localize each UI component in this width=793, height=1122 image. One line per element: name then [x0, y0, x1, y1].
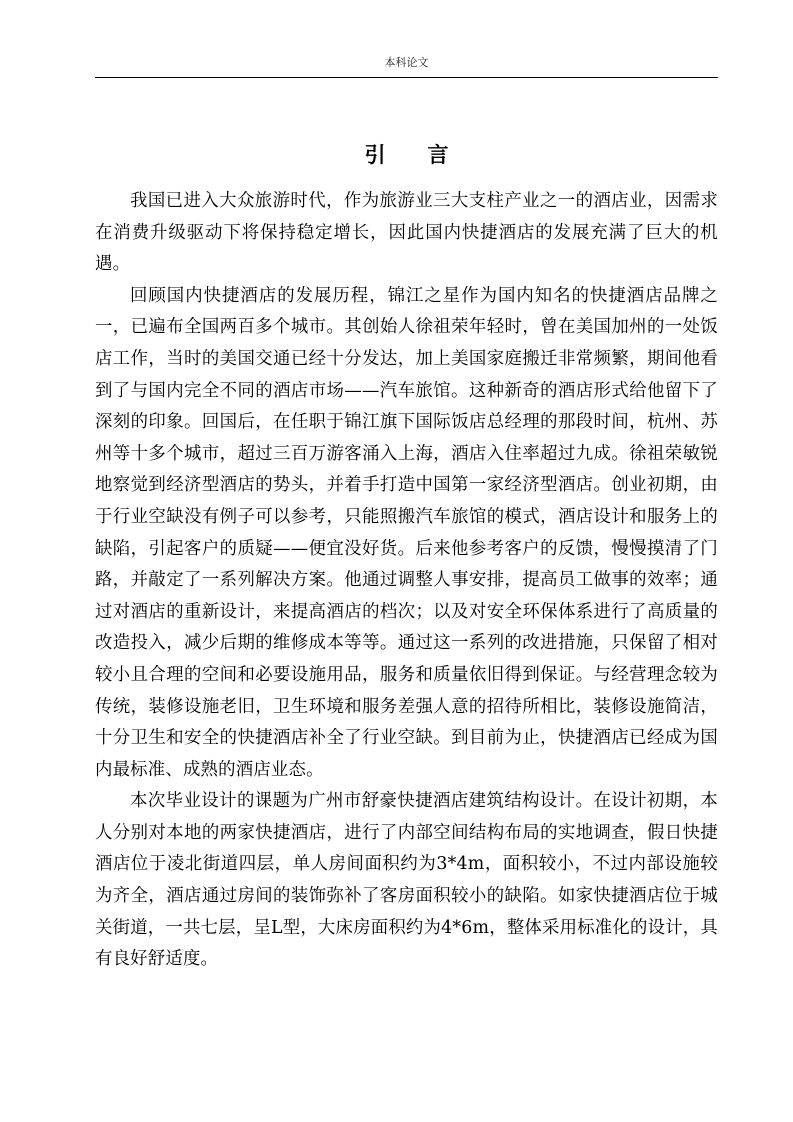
paragraph-1: 我国已进入大众旅游时代，作为旅游业三大支柱产业之一的酒店业，因需求在消费升级驱动下将保持稳定增长，因此国内快捷酒店的发展充满了巨大的机遇。 — [95, 191, 718, 275]
body-text — [95, 186, 718, 976]
paragraph-3: 本次毕业设计的课题为广州市舒豪快捷酒店建筑结构设计。在设计初期，本人分别对本地的两家快捷酒店，进行了内部空间结构布局的实地调查，假日快捷酒店位于凌北街道四层，单人房间面积约为3*4m，面积较小，不过内部设施较为齐全，酒店通过房间的装饰弥补了客房面积较小的缺陷。如家快捷酒店位于城关街道，一共七层，呈L型，大床房面积约为4*6m，整体采用标准化的设计，具有良好舒适度。 — [95, 791, 718, 970]
paragraph-2: 回顾国内快捷酒店的发展历程，锦江之星作为国内知名的快捷酒店品牌之一，已遍布全国两百多个城市。其创始人徐祖荣年轻时，曾在美国加州的一处饭店工作，当时的美国交通已经十分发达，加上美国家庭搬迁非常频繁，期间他看到了与国内完全不同的酒店市场——汽车旅馆。这种新奇的酒店形式给他留下了深刻的印象。回国后，在任职于锦江旗下国际饭店总经理的那段时间，杭州、苏州等十多个城市，超过三百万游客涌入上海，酒店入住率超过九成。徐祖荣敏锐地察觉到经济型酒店的势头，并着手打造中国第一家经济型酒店。创业初期，由于行业空缺没有例子可以参考，只能照搬汽车旅馆的模式，酒店设计和服务上的缺陷，引起客户的质疑——便宜没好货。后来他参考客户的反馈，慢慢摸清了门路，并敲定了一系列解决方案。他通过调整人事安排，提高员工做事的效率；通过对酒店的重新设计，来提高酒店的档次；以及对安全环保体系进行了高质量的改造投入，减少后期的维修成本等等。通过这一系列的改进措施，只保留了相对较小且合理的空间和必要设施用品，服务和质量依旧得到保证。与经营理念较为传统，装修设施老旧，卫生环境和服务差强人意的招待所相比，装修设施简洁，十分卫生和安全的快捷酒店补全了行业空缺。到目前为止，快捷酒店已经成为国内最标准、成熟的酒店业态。 — [95, 285, 718, 780]
running-header: 本科论文 — [384, 56, 429, 69]
header-rule — [95, 77, 718, 78]
section-title: 引言 — [364, 142, 491, 168]
